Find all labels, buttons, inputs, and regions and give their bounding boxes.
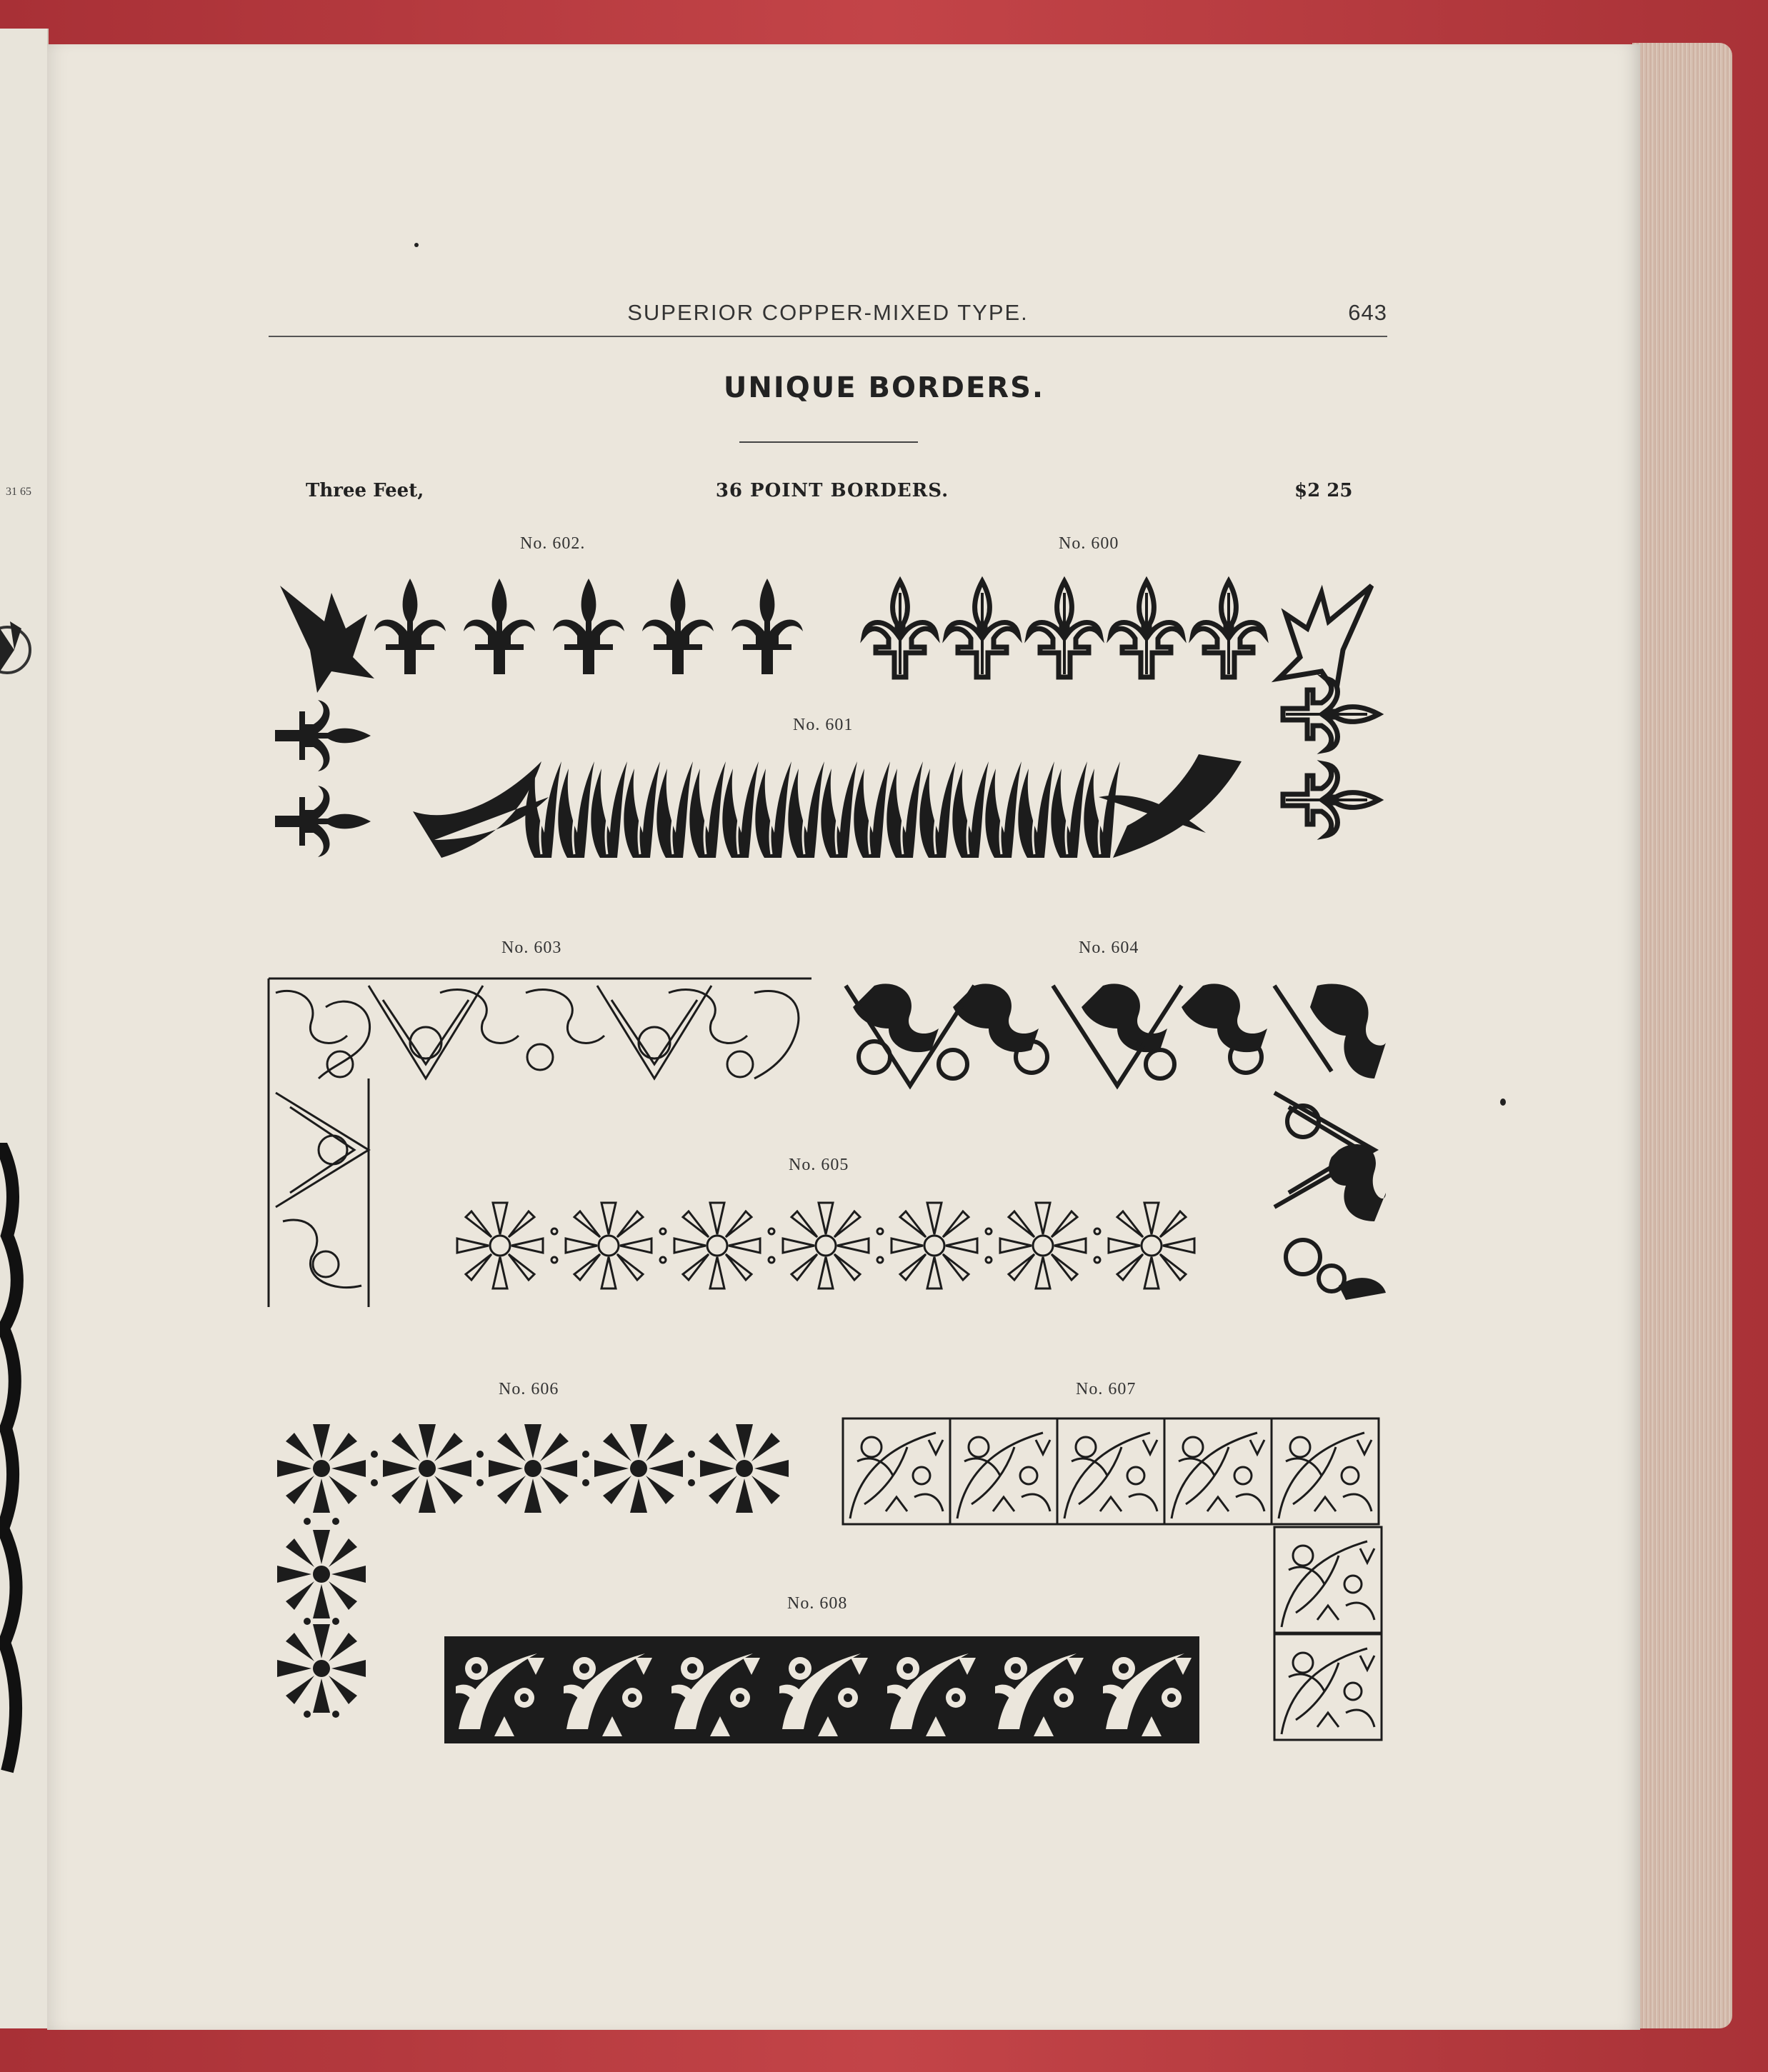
running-head-title: SUPERIOR COPPER-MIXED TYPE. xyxy=(627,300,1029,325)
border-label-602: No. 602. xyxy=(520,534,586,553)
page-edges xyxy=(1632,43,1732,2028)
title-rule xyxy=(739,441,918,443)
border-label-608: No. 608 xyxy=(787,1594,848,1613)
border-label-600: No. 600 xyxy=(1059,534,1119,553)
paper-speck xyxy=(1500,1098,1506,1106)
previous-page-fronds-icon xyxy=(0,1143,40,1786)
border-label-601: No. 601 xyxy=(793,716,854,734)
section-title: UNIQUE BORDERS. xyxy=(723,371,1045,404)
spec-size: 36 POINT BORDERS. xyxy=(715,480,949,501)
previous-page-edge xyxy=(0,29,49,2028)
border-601-fronds xyxy=(413,754,1242,861)
previous-page-ornament-icon xyxy=(0,543,40,800)
border-605-sunflower-outline xyxy=(443,1188,1207,1303)
border-608-vine-solid xyxy=(444,1634,1202,1746)
running-head xyxy=(269,299,1387,337)
border-label-604: No. 604 xyxy=(1079,939,1139,957)
spec-length: Three Feet, xyxy=(306,480,424,501)
border-label-607: No. 607 xyxy=(1076,1380,1137,1398)
spec-price: $2 25 xyxy=(1294,480,1353,501)
border-label-603: No. 603 xyxy=(501,939,562,957)
page-number: 643 xyxy=(1348,300,1387,325)
border-label-605: No. 605 xyxy=(789,1156,849,1174)
previous-page-number: 31 65 xyxy=(6,486,31,498)
paper-speck xyxy=(414,243,419,247)
border-label-606: No. 606 xyxy=(499,1380,559,1398)
